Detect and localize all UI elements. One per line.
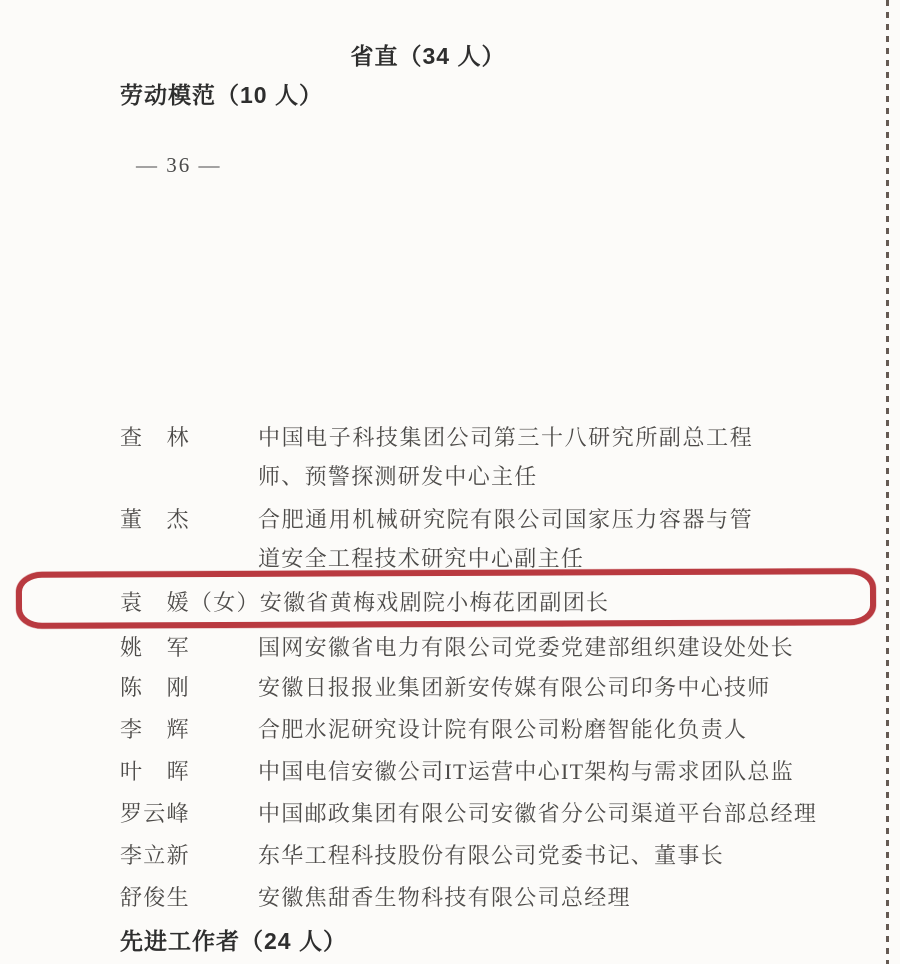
laureate-row bbox=[120, 794, 817, 833]
laureate-row bbox=[120, 878, 631, 917]
section-heading: 省直（34 人） bbox=[350, 43, 506, 69]
laureate-name: 查 林 bbox=[120, 425, 190, 450]
laureate-title: 中国电信安徽公司IT运营中心IT架构与需求团队总监 bbox=[258, 759, 795, 784]
laureate-name: 叶 晖 bbox=[120, 759, 190, 784]
page-edge-dashed-line bbox=[886, 0, 889, 964]
laureate-title: （女）安徽省黄梅戏剧院小梅花团副团长 bbox=[189, 590, 610, 615]
laureate-name: 姚 军 bbox=[120, 635, 190, 660]
footer-category-heading: 先进工作者（24 人） bbox=[120, 928, 347, 954]
laureate-row bbox=[120, 500, 753, 578]
laureate-name: 舒俊生 bbox=[120, 885, 190, 910]
category-heading: 劳动模范（10 人） bbox=[120, 82, 323, 108]
laureate-name: 袁 媛 bbox=[120, 590, 190, 615]
laureate-row bbox=[120, 836, 724, 875]
laureate-title: 中国邮政集团有限公司安徽省分公司渠道平台部总经理 bbox=[258, 801, 818, 826]
laureate-name: 李 辉 bbox=[120, 717, 190, 742]
laureate-row bbox=[120, 668, 771, 707]
laureate-name: 董 杰 bbox=[120, 507, 190, 532]
laureate-row-highlighted bbox=[120, 583, 609, 622]
laureate-title: 合肥水泥研究设计院有限公司粉磨智能化负责人 bbox=[258, 717, 748, 742]
laureate-name: 李立新 bbox=[120, 843, 190, 868]
laureate-title: 安徽日报报业集团新安传媒有限公司印务中心技师 bbox=[258, 675, 771, 700]
laureate-name: 陈 刚 bbox=[120, 675, 190, 700]
laureate-title: 中国电子科技集团公司第三十八研究所副总工程师、预警探测研发中心主任 bbox=[258, 425, 753, 489]
laureate-name: 罗云峰 bbox=[120, 801, 190, 826]
laureate-title: 国网安徽省电力有限公司党委党建部组织建设处处长 bbox=[258, 635, 794, 660]
laureate-title: 东华工程科技股份有限公司党委书记、董事长 bbox=[258, 843, 725, 868]
laureate-row bbox=[120, 752, 794, 791]
laureate-row bbox=[120, 418, 753, 496]
laureate-title: 安徽焦甜香生物科技有限公司总经理 bbox=[258, 885, 631, 910]
laureate-title: 合肥通用机械研究院有限公司国家压力容器与管道安全工程技术研究中心副主任 bbox=[258, 507, 753, 571]
laureate-row bbox=[120, 710, 747, 749]
laureate-row bbox=[120, 628, 794, 667]
page-number: — 36 — bbox=[136, 153, 222, 177]
